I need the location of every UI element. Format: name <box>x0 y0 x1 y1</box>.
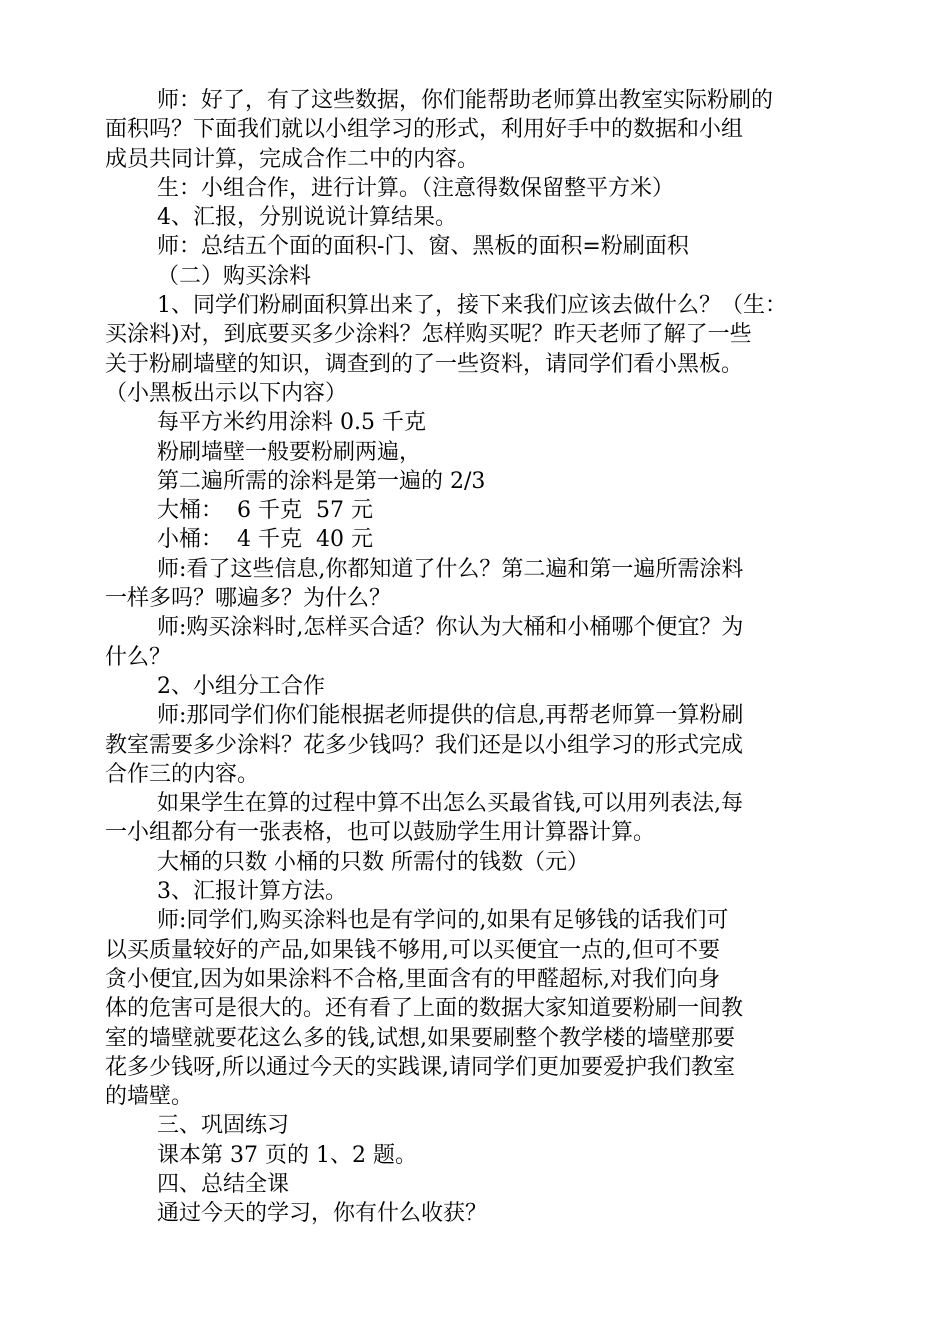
text-line: 教室需要多少涂料？花多少钱吗？我们还是以小组学习的形式完成 <box>105 732 744 758</box>
text-line: 通过今天的学习，你有什么收获？ <box>157 1201 488 1227</box>
text-line: 成员共同计算，完成合作二中的内容。 <box>105 146 480 172</box>
section-heading: （二）购买涂料 <box>157 263 312 289</box>
text-line: 室的墙壁就要花这么多的钱,试想,如果要刷整个教学楼的墙壁那要 <box>105 1025 735 1051</box>
text-line: 一小组都分有一张表格，也可以鼓励学生用计算器计算。 <box>105 820 656 846</box>
text-line: 3、汇报计算方法。 <box>157 879 347 905</box>
text-line: 师：好了，有了这些数据，你们能帮助老师算出教室实际粉刷的 <box>157 88 774 113</box>
text-line: 1、同学们粉刷面积算出来了，接下来我们应该去做什么？（生： <box>157 293 787 319</box>
text-line: 4、汇报，分别说说计算结果。 <box>157 205 457 231</box>
text-line: 合作三的内容。 <box>105 761 260 787</box>
section-heading: 三、巩固练习 <box>157 1113 290 1139</box>
text-line: （小黑板出示以下内容） <box>105 380 348 406</box>
text-line: 什么？ <box>105 644 172 670</box>
text-line: 买涂料)对，到底要买多少涂料？怎样购买呢？昨天老师了解了一些 <box>105 322 752 348</box>
text-line: 师:那同学们你们能根据老师提供的信息,再帮老师算一算粉刷 <box>157 703 744 729</box>
document-page <box>105 86 845 1229</box>
text-line: 的墙壁。 <box>105 1084 194 1110</box>
text-line: 大桶的只数 小桶的只数 所需付的钱数（元） <box>157 849 589 875</box>
text-line: 花多少钱呀,所以通过今天的实践课,请同学们更加要爱护我们教室 <box>105 1054 735 1080</box>
text-line: 一样多吗？哪遍多？为什么？ <box>105 586 392 612</box>
text-line: 师:同学们,购买涂料也是有学问的,如果有足够钱的话我们可 <box>157 908 729 934</box>
text-line: 课本第 37 页的 1、2 题。 <box>157 1142 417 1168</box>
text-line: 面积吗？下面我们就以小组学习的形式，利用好手中的数据和小组 <box>105 117 744 143</box>
text-line: 贪小便宜,因为如果涂料不合格,里面含有的甲醛超标,对我们向身 <box>105 966 720 992</box>
text-line: 如果学生在算的过程中算不出怎么买最省钱,可以用列表法,每 <box>157 791 743 817</box>
text-line: 体的危害可是很大的。还有看了上面的数据大家知道要粉刷一间教 <box>105 996 744 1022</box>
text-line: 关于粉刷墙壁的知识，调查到的了一些资料，请同学们看小黑板。 <box>105 351 744 377</box>
text-line: 师:购买涂料时,怎样买合适？你认为大桶和小桶哪个便宜？为 <box>157 615 744 641</box>
section-heading: 四、总结全课 <box>157 1171 290 1197</box>
text-line: 每平方米约用涂料 0.5 千克 <box>157 410 426 436</box>
text-line: 师:看了这些信息,你都知道了什么？第二遍和第一遍所需涂料 <box>157 556 744 582</box>
text-line: 生：小组合作，进行计算。（注意得数保留整平方米） <box>157 175 675 201</box>
text-line: 粉刷墙壁一般要粉刷两遍， <box>157 439 422 465</box>
text-line: 第二遍所需的涂料是第一遍的 2/3 <box>157 468 486 494</box>
text-line: 以买质量较好的产品,如果钱不够用,可以买便宜一点的,但可不要 <box>105 937 720 963</box>
text-line: 大桶： 6 千克 57 元 <box>157 498 373 524</box>
text-line: 师：总结五个面的面积-门、窗、黑板的面积=粉刷面积 <box>157 234 689 260</box>
text-line: 小桶： 4 千克 40 元 <box>157 527 373 553</box>
text-line: 2、小组分工合作 <box>157 673 325 699</box>
